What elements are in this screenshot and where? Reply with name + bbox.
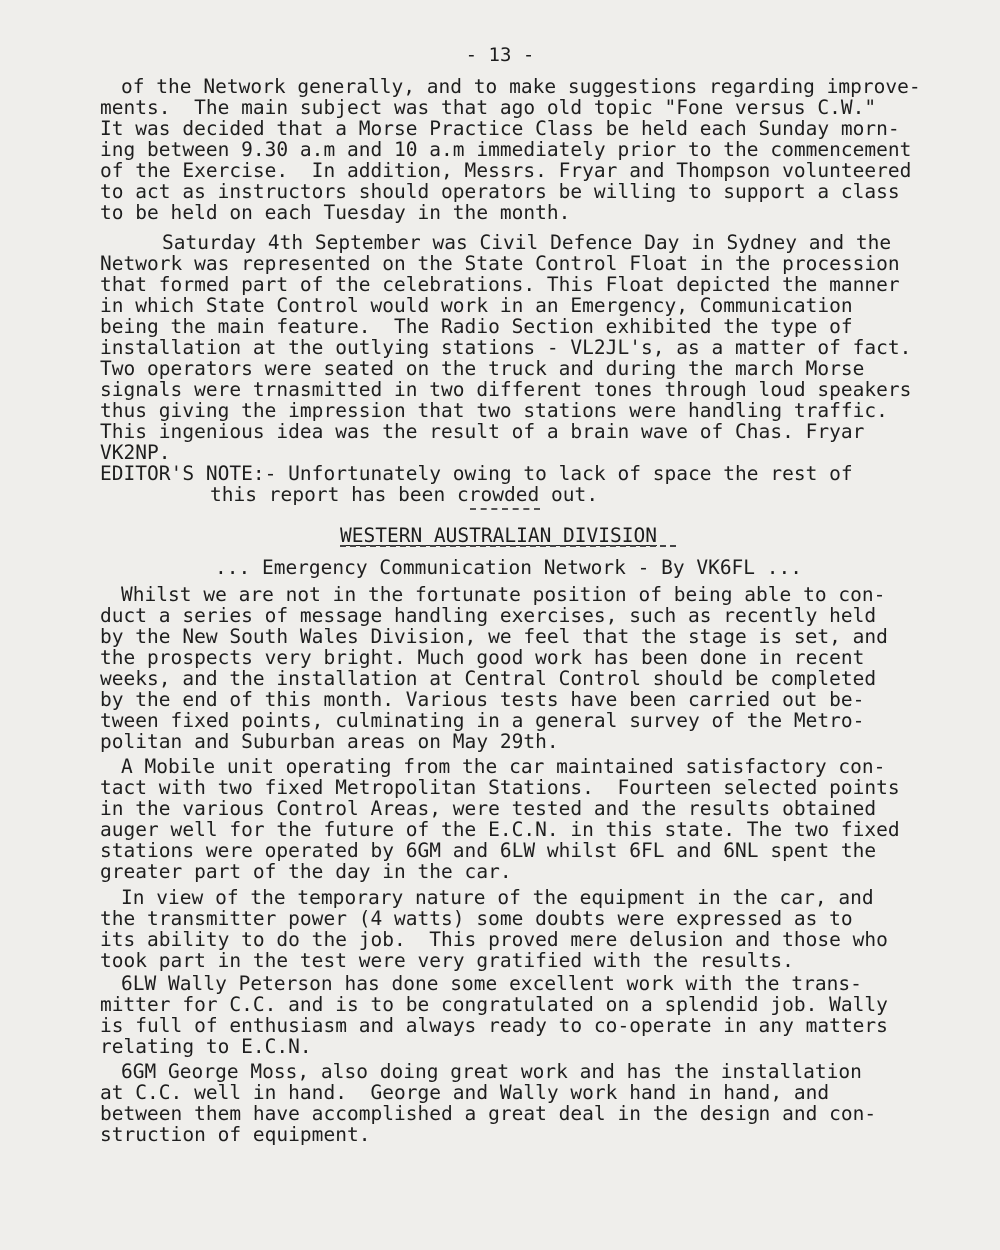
title-rule <box>340 545 676 547</box>
text-line: that formed part of the celebrations. This Float depicted the manner <box>100 273 900 296</box>
section-subtitle: ... Emergency Communication Network - By VK6FL ... <box>215 556 802 579</box>
editor-note: EDITOR'S NOTE:- Unfortunately owing to lack of space the rest of <box>100 462 853 485</box>
page-number: - 13 - <box>465 44 535 66</box>
separator-rule <box>470 508 540 510</box>
text-line: being the main feature. The Radio Section exhibited the type of <box>100 315 853 338</box>
text-line: its ability to do the job. This proved mere delusion and those who <box>100 928 888 951</box>
text-line: politan and Suburban areas on May 29th. <box>100 730 559 753</box>
text-line: A Mobile unit operating from the car maintained satisfactory con- <box>121 755 886 778</box>
text-line: of the Network generally, and to make suggestions regarding improve- <box>121 75 921 98</box>
text-line: In view of the temporary nature of the equipment in the car, and <box>121 886 874 909</box>
text-line: signals were trnasmitted in two different tones through loud speakers <box>100 378 912 401</box>
text-line: It was decided that a Morse Practice Class be held each Sunday morn- <box>100 117 900 140</box>
text-line: 6LW Wally Peterson has done some excellent work with the trans- <box>121 972 862 995</box>
text-line: ing between 9.30 a.m and 10 a.m immediately prior to the commencement <box>100 138 912 161</box>
text-line: to act as instructors should operators be willing to support a class <box>100 180 900 203</box>
text-line: between them have accomplished a great deal in the design and con- <box>100 1102 877 1125</box>
text-line: greater part of the day in the car. <box>100 860 512 883</box>
text-line: the prospects very bright. Much good work has been done in recent <box>100 646 865 669</box>
text-line: Saturday 4th September was Civil Defence Day in Sydney and the <box>162 231 892 254</box>
text-line: at C.C. well in hand. George and Wally work hand in hand, and <box>100 1081 830 1104</box>
text-line: auger well for the future of the E.C.N. in this state. The two fixed <box>100 818 900 841</box>
text-line: Network was represented on the State Control Float in the procession <box>100 252 900 275</box>
text-line: of the Exercise. In addition, Messrs. Fryar and Thompson volunteered <box>100 159 912 182</box>
text-line: weeks, and the installation at Central Control should be completed <box>100 667 877 690</box>
text-line: Two operators were seated on the truck and during the march Morse <box>100 357 865 380</box>
text-line: This ingenious idea was the result of a brain wave of Chas. Fryar <box>100 420 865 443</box>
text-line: Whilst we are not in the fortunate position of being able to con- <box>121 583 886 606</box>
text-line: ments. The main subject was that ago old topic "Fone versus C.W." <box>100 96 877 119</box>
text-line: VK2NP. <box>100 441 171 464</box>
text-line: stations were operated by 6GM and 6LW whilst 6FL and 6NL spent the <box>100 839 877 862</box>
text-line: 6GM George Moss, also doing great work and has the installation <box>121 1060 862 1083</box>
text-line: took part in the test were very gratified with the results. <box>100 949 794 972</box>
text-line: tween fixed points, culminating in a general survey of the Metro- <box>100 709 865 732</box>
text-line: by the New South Wales Division, we feel that the stage is set, and <box>100 625 888 648</box>
text-line: mitter for C.C. and is to be congratulated on a splendid job. Wally <box>100 993 888 1016</box>
text-line: tact with two fixed Metropolitan Stations. Fourteen selected points <box>100 776 900 799</box>
text-line: installation at the outlying stations - VL2JL's, as a matter of fact. <box>100 336 912 359</box>
text-line: duct a series of message handling exercises, such as recently held <box>100 604 877 627</box>
text-line: in which State Control would work in an Emergency, Communication <box>100 294 853 317</box>
editor-note-continued: this report has been crowded out. <box>210 483 599 506</box>
section-title: WESTERN AUSTRALIAN DIVISION <box>340 524 657 547</box>
text-line: to be held on each Tuesday in the month. <box>100 201 571 224</box>
text-line: by the end of this month. Various tests have been carried out be- <box>100 688 865 711</box>
text-line: is full of enthusiasm and always ready to co-operate in any matters <box>100 1014 888 1037</box>
text-line: relating to E.C.N. <box>100 1035 312 1058</box>
text-line: thus giving the impression that two stations were handling traffic. <box>100 399 888 422</box>
text-line: in the various Control Areas, were tested and the results obtained <box>100 797 877 820</box>
text-line: the transmitter power (4 watts) some doubts were expressed as to <box>100 907 853 930</box>
text-line: struction of equipment. <box>100 1123 371 1146</box>
